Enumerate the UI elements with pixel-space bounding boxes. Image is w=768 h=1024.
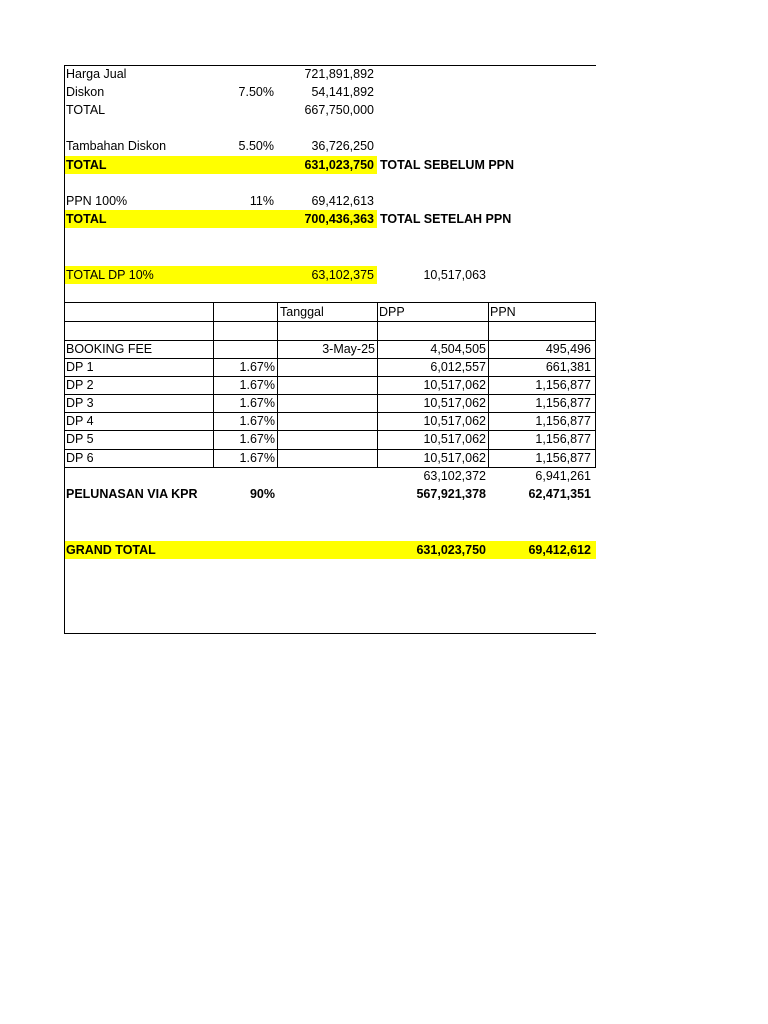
table-col-line	[277, 302, 278, 468]
row-label: BOOKING FEE	[66, 342, 153, 356]
pelunasan-ppn: 62,471,351	[528, 487, 591, 501]
row-label: DP 3	[66, 396, 94, 410]
total-dp-extra: 10,517,063	[423, 268, 486, 282]
total2-value: 631,023,750	[304, 158, 374, 172]
total-dp-label: TOTAL DP 10%	[66, 268, 154, 282]
grand-total-ppn: 69,412,612	[528, 543, 591, 557]
total1-value: 667,750,000	[304, 103, 374, 117]
tambahan-diskon-value: 36,726,250	[311, 139, 374, 153]
row-dpp: 10,517,062	[423, 396, 486, 410]
row-ppn: 1,156,877	[535, 396, 591, 410]
pelunasan-pct: 90%	[249, 487, 275, 501]
row-ppn: 1,156,877	[535, 451, 591, 465]
total-dp-value: 63,102,375	[311, 268, 374, 282]
grand-total-label: GRAND TOTAL	[66, 543, 156, 557]
row-pct: 1.67%	[239, 396, 275, 410]
row-label: DP 1	[66, 360, 94, 374]
row-label: DP 2	[66, 378, 94, 392]
row-dpp: 10,517,062	[423, 414, 486, 428]
row-pct: 1.67%	[239, 378, 275, 392]
total3-value: 700,436,363	[304, 212, 374, 226]
total-sebelum-ppn-note: TOTAL SEBELUM PPN	[380, 158, 515, 172]
table-line	[64, 321, 596, 322]
row-pct: 1.67%	[239, 451, 275, 465]
row-pct: 1.67%	[239, 414, 275, 428]
grand-total-dpp: 631,023,750	[416, 543, 486, 557]
table-top-border	[64, 302, 596, 303]
total1-label: TOTAL	[66, 103, 106, 117]
row-label: DP 6	[66, 451, 94, 465]
header-tanggal: Tanggal	[280, 305, 324, 319]
row-label: DP 4	[66, 414, 94, 428]
subtotal-dpp: 63,102,372	[423, 469, 486, 483]
tambahan-diskon-label: Tambahan Diskon	[66, 139, 167, 153]
header-ppn: PPN	[490, 305, 516, 319]
total2-label: TOTAL	[66, 158, 107, 172]
diskon-pct: 7.50%	[238, 85, 274, 99]
ppn-label: PPN 100%	[66, 194, 128, 208]
row-ppn: 1,156,877	[535, 414, 591, 428]
table-col-line	[595, 302, 596, 468]
row-dpp: 6,012,557	[430, 360, 486, 374]
row-ppn: 1,156,877	[535, 378, 591, 392]
table-col-line	[488, 302, 489, 468]
ppn-value: 69,412,613	[311, 194, 374, 208]
row-pct: 1.67%	[239, 360, 275, 374]
row-ppn: 495,496	[545, 342, 591, 356]
pelunasan-label: PELUNASAN VIA KPR	[66, 487, 198, 501]
row-ppn: 661,381	[545, 360, 591, 374]
frame-bottom-border	[64, 633, 596, 634]
row-date: 3-May-25	[322, 342, 375, 356]
row-dpp: 4,504,505	[430, 342, 486, 356]
row-dpp: 10,517,062	[423, 451, 486, 465]
table-col-line	[377, 302, 378, 468]
row-ppn: 1,156,877	[535, 432, 591, 446]
diskon-label: Diskon	[66, 85, 105, 99]
row-label: DP 5	[66, 432, 94, 446]
tambahan-diskon-pct: 5.50%	[238, 139, 274, 153]
header-dpp: DPP	[379, 305, 405, 319]
subtotal-ppn: 6,941,261	[535, 469, 591, 483]
total-setelah-ppn-note: TOTAL SETELAH PPN	[380, 212, 512, 226]
row-pct: 1.67%	[239, 432, 275, 446]
row-dpp: 10,517,062	[423, 378, 486, 392]
pelunasan-dpp: 567,921,378	[416, 487, 486, 501]
harga-jual-value: 721,891,892	[304, 67, 374, 81]
harga-jual-label: Harga Jual	[66, 67, 127, 81]
total3-label: TOTAL	[66, 212, 107, 226]
row-dpp: 10,517,062	[423, 432, 486, 446]
ppn-pct: 11%	[249, 194, 274, 208]
diskon-value: 54,141,892	[311, 85, 374, 99]
